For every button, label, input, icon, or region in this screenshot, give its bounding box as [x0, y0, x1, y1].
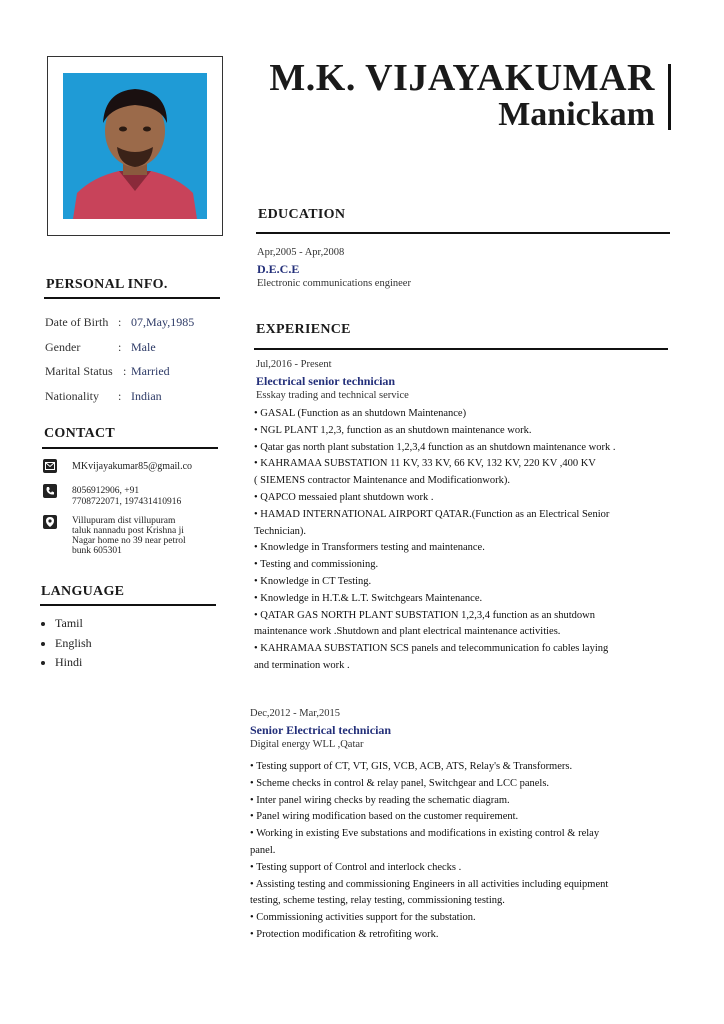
job-bullet: • Panel wiring modification based on the customer requirement. [250, 811, 519, 823]
email-text[interactable]: MKvijayakumar85@gmail.co [72, 461, 193, 472]
phone-line-1[interactable]: 8056912906, +91 [72, 486, 140, 496]
phone-line-2[interactable]: 7708722071, 197431410916 [72, 497, 182, 507]
marital-sep: : [123, 364, 127, 378]
education-field: Electronic communications engineer [257, 278, 411, 289]
experience-rule [254, 348, 668, 350]
address-line-3: Nagar home no 39 near petrol [72, 536, 186, 546]
language-label: Hindi [55, 655, 83, 669]
marital-value: Married [131, 364, 170, 378]
profile-photo-frame [47, 56, 223, 236]
address-line-1: Villupuram dist villupuram [72, 516, 176, 526]
contact-rule [42, 447, 218, 449]
language-item [41, 655, 82, 670]
job-bullet: • Testing support of Control and interlock checks . [250, 861, 462, 873]
job-bullet: • Inter panel wiring checks by reading the schematic diagram. [250, 794, 510, 806]
job-2-company: Digital energy WLL ,Qatar [250, 739, 364, 750]
person-portrait [63, 73, 207, 219]
job-bullet: • Qatar gas north plant substation 1,2,3,4 function as an shutdown maintenance work . [254, 441, 616, 453]
gender-label: Gender [45, 340, 81, 354]
dob-value: 07,May,1985 [131, 315, 195, 329]
job-2-role: Senior Electrical technician [250, 723, 392, 737]
education-rule [256, 232, 670, 234]
job-bullet: • Knowledge in H.T.& L.T. Switchgears Maintenance. [254, 592, 483, 604]
language-item [41, 616, 83, 631]
job-1-role: Electrical senior technician [256, 374, 396, 388]
location-pin-icon [43, 515, 57, 529]
name-divider [668, 64, 671, 130]
education-degree: D.E.C.E [257, 262, 300, 276]
job-bullet: testing, scheme testing, relay testing, commissioning testing. [250, 895, 505, 907]
job-bullet: Technician). [254, 525, 307, 537]
job-2-bullets [250, 759, 670, 944]
education-heading: EDUCATION [258, 207, 346, 222]
job-bullet: • Assisting testing and commissioning Engineers in all activities including equipment [250, 878, 609, 890]
job-bullet: • KAHRAMAA SUBSTATION SCS panels and telecommunication fo cables laying [254, 643, 609, 655]
language-item [41, 636, 92, 651]
nationality-value: Indian [131, 389, 162, 403]
job-bullet: • Knowledge in CT Testing. [254, 575, 372, 587]
contact-heading: CONTACT [44, 426, 116, 441]
job-1-date: Jul,2016 - Present [256, 359, 332, 370]
gender-sep: : [118, 340, 122, 354]
job-bullet: • GASAL (Function as an shutdown Maintenance) [254, 408, 467, 419]
marital-label: Marital Status [45, 364, 113, 378]
nationality-sep: : [118, 389, 122, 403]
gender-value: Male [131, 340, 156, 354]
profile-photo [63, 73, 207, 219]
address-line-2: taluk nannadu post Krishna ji [72, 526, 184, 536]
address-line-4: bunk 605301 [72, 546, 122, 556]
job-bullet: • Testing and commissioning. [254, 559, 379, 571]
job-bullet: • KAHRAMAA SUBSTATION 11 KV, 33 KV, 66 KV, 132 KV, 220 KV ,400 KV [254, 458, 596, 470]
dob-sep: : [118, 315, 122, 329]
job-bullet: ( SIEMENS contractor Maintenance and Modificationwork). [254, 475, 511, 487]
language-label: Tamil [55, 616, 83, 630]
job-bullet: • QATAR GAS NORTH PLANT SUBSTATION 1,2,3,4 function as an shutdown [254, 609, 595, 621]
language-label: English [55, 636, 92, 650]
job-bullet: • Protection modification & retrofiting work. [250, 928, 439, 940]
job-bullet: • NGL PLANT 1,2,3, function as an shutdown maintenance work. [254, 424, 532, 436]
name-line-2: Manickam [498, 96, 655, 133]
job-bullet: • Commissioning activities support for the substation. [250, 912, 476, 924]
name-line-1: M.K. VIJAYAKUMAR [269, 57, 655, 99]
language-rule [40, 604, 216, 606]
personal-info-rule [44, 297, 220, 299]
education-date: Apr,2005 - Apr,2008 [257, 247, 345, 258]
job-bullet: maintenance work .Shutdown and plant electrical maintenance activities. [254, 626, 561, 638]
job-bullet: • Testing support of CT, VT, GIS, VCB, ACB, ATS, Relay's & Transformers. [250, 761, 573, 772]
job-bullet: • HAMAD INTERNATIONAL AIRPORT QATAR.(Function as an Electrical Senior [254, 508, 610, 520]
nationality-label: Nationality [45, 389, 99, 403]
job-bullet: panel. [250, 844, 276, 856]
job-2-date: Dec,2012 - Mar,2015 [250, 708, 340, 719]
dob-label: Date of Birth [45, 315, 109, 329]
job-1-bullets [254, 406, 674, 675]
language-heading: LANGUAGE [41, 584, 125, 599]
job-bullet: • Working in existing Eve substations and modifications in existing control & relay [250, 828, 600, 840]
personal-info-heading: PERSONAL INFO. [46, 277, 168, 292]
job-bullet: • Knowledge in Transformers testing and maintenance. [254, 542, 485, 554]
experience-heading: EXPERIENCE [256, 322, 351, 337]
job-bullet: • Scheme checks in control & relay panel, Switchgear and LCC panels. [250, 777, 550, 789]
bullet-icon [41, 622, 45, 626]
phone-icon [43, 484, 57, 498]
job-bullet: and termination work . [254, 659, 350, 671]
email-icon [43, 459, 57, 473]
job-bullet: • QAPCO messaied plant shutdown work . [254, 491, 434, 503]
bullet-icon [41, 642, 45, 646]
job-1-company: Esskay trading and technical service [256, 390, 409, 401]
bullet-icon [41, 661, 45, 665]
